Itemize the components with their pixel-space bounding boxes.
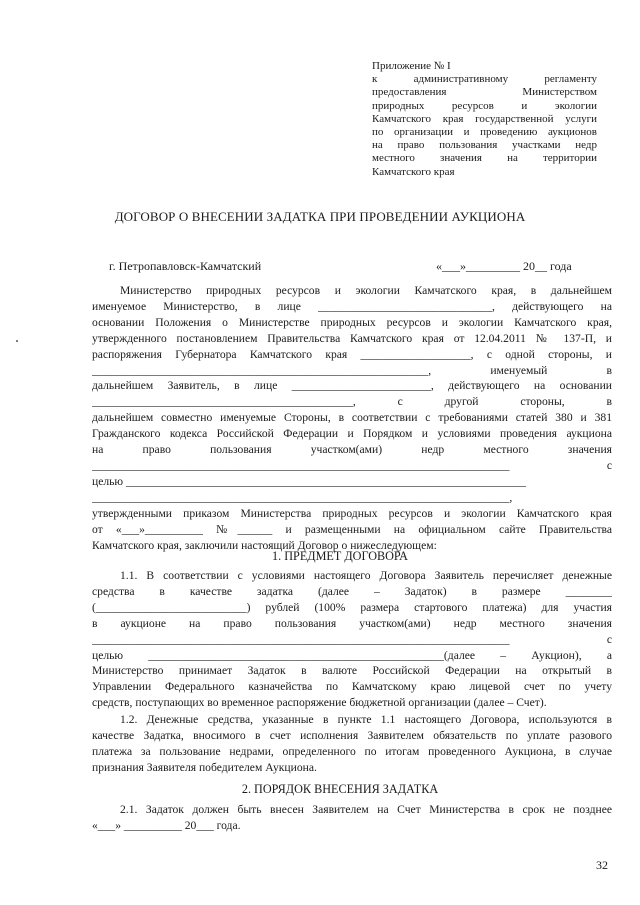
preamble bbox=[92, 283, 612, 553]
preamble-line: Камчатского края, заключили настоящий Договор о нижеследующем: bbox=[92, 538, 437, 552]
paragraph-line: (__________________________) рублей (100% размера стартового платежа) для участия bbox=[92, 600, 612, 614]
section-1-paragraph-1 bbox=[92, 568, 612, 711]
paragraph-line: ________________________________________________________________________ с bbox=[92, 632, 612, 646]
preamble-line: Министерство природных ресурсов и экологии Камчатского края, в дальнейшем bbox=[120, 284, 612, 297]
preamble-line: ________________________________________________________________________, bbox=[92, 490, 513, 504]
appendix-line: Приложение № I bbox=[372, 60, 451, 72]
preamble-line: утвержденными приказом Министерства природных ресурсов и экологии Камчатского края bbox=[92, 506, 612, 520]
city-name: г. Петропавловск-Камчатский bbox=[109, 259, 262, 273]
paragraph-line: в аукционе на право пользования участком(ами) недр местного значения bbox=[92, 616, 612, 630]
paragraph-line: признания Заявителя победителем Аукциона. bbox=[92, 760, 317, 774]
appendix-line: местного значения на территории bbox=[372, 152, 597, 165]
paragraph-line: «___» __________ 20___ года. bbox=[92, 818, 241, 832]
paragraph-line: Министерство принимает Задаток в валюте Российской Федерации на открытый в bbox=[92, 664, 612, 678]
section-2-paragraph-1 bbox=[92, 802, 612, 834]
appendix-line: Камчатского края bbox=[372, 165, 455, 178]
preamble-line: дальнейшем совместно именуемые Стороны, в соответствии с требованиями статей 380 и 381 bbox=[92, 411, 612, 425]
paragraph-line: Управлении Федерального казначейства по Камчатскому краю лицевой счет по учету bbox=[92, 680, 612, 694]
preamble-line: целью _____________________________________________________________________ bbox=[92, 474, 526, 488]
preamble-line: именуемое Министерство, в лице ______________________________, действующего на bbox=[92, 299, 612, 313]
appendix-line: по организации и проведению аукционов bbox=[372, 126, 597, 139]
section-1-heading: 1. ПРЕДМЕТ ДОГОВОРА bbox=[272, 549, 408, 563]
preamble-line: на право пользования участком(ами) недр местного значения bbox=[92, 443, 612, 457]
appendix-line: на право пользования участками недр bbox=[372, 139, 597, 152]
scan-speck bbox=[16, 340, 18, 342]
preamble-line: дальнейшем Заявитель, в лице ________________________, действующего на основании bbox=[92, 379, 612, 393]
preamble-line: ________________________________________________________________________ с bbox=[92, 458, 612, 472]
appendix-line: природных ресурсов и экологии bbox=[372, 99, 597, 112]
paragraph-line: целью ___________________________________________________(далее – Аукцион), а bbox=[92, 648, 612, 662]
paragraph-line: средств, поступающих во временное распоряжение бюджетной организации (далее – Счет). bbox=[92, 696, 547, 710]
section-2-heading: 2. ПОРЯДОК ВНЕСЕНИЯ ЗАДАТКА bbox=[241, 782, 439, 796]
paragraph-line: 1.2. Денежные средства, указанные в пункте 1.1 настоящего Договора, используются в bbox=[120, 713, 612, 726]
appendix-block bbox=[372, 60, 597, 179]
paragraph-line: средства в качестве задатка (далее – Задаток) в размере ________ bbox=[92, 584, 612, 598]
preamble-line: основании Положения о Министерстве природных ресурсов и экологии Камчатского края, bbox=[92, 315, 612, 329]
contract-date: «___»_________ 20__ года bbox=[436, 259, 572, 273]
appendix-line: Камчатского края государственной услуги bbox=[372, 112, 597, 125]
paragraph-line: 2.1. Задаток должен быть внесен Заявителем на Счет Министерства в срок не позднее bbox=[120, 803, 612, 816]
section-1-paragraph-2 bbox=[92, 712, 612, 776]
preamble-line: распоряжения Губернатора Камчатского края ___________________, с одной стороны, и bbox=[92, 347, 612, 361]
page-number: 32 bbox=[596, 858, 608, 872]
paragraph-line: платежа за пользование недрами, определенного по итогам проведенного Аукциона, в случае bbox=[92, 744, 612, 758]
appendix-line: предоставления Министерством bbox=[372, 86, 597, 99]
preamble-line: _____________________________________________, с другой стороны, в bbox=[92, 395, 612, 409]
appendix-line: к административному регламенту bbox=[372, 73, 597, 86]
preamble-line: утвержденного постановлением Правительства Камчатского края от 12.04.2011 № 137-П, и bbox=[92, 331, 612, 345]
paragraph-line: качестве Задатка, вносимого в счет исполнения Заявителем обязательств по уплате разового bbox=[92, 728, 612, 742]
paragraph-line: 1.1. В соответствии с условиями настоящего Договора Заявитель перечисляет денежные bbox=[120, 569, 612, 582]
preamble-line: от «___»__________ №______ и размещенными на официальном сайте Правительства bbox=[92, 522, 612, 536]
preamble-line: __________________________________________________________, именуемый в bbox=[92, 363, 612, 377]
preamble-line: Гражданского кодекса Российской Федерации и Порядком и условиями проведения аукциона bbox=[92, 427, 612, 441]
document-title: ДОГОВОР О ВНЕСЕНИИ ЗАДАТКА ПРИ ПРОВЕДЕНИИ АУКЦИОНА bbox=[114, 209, 526, 224]
